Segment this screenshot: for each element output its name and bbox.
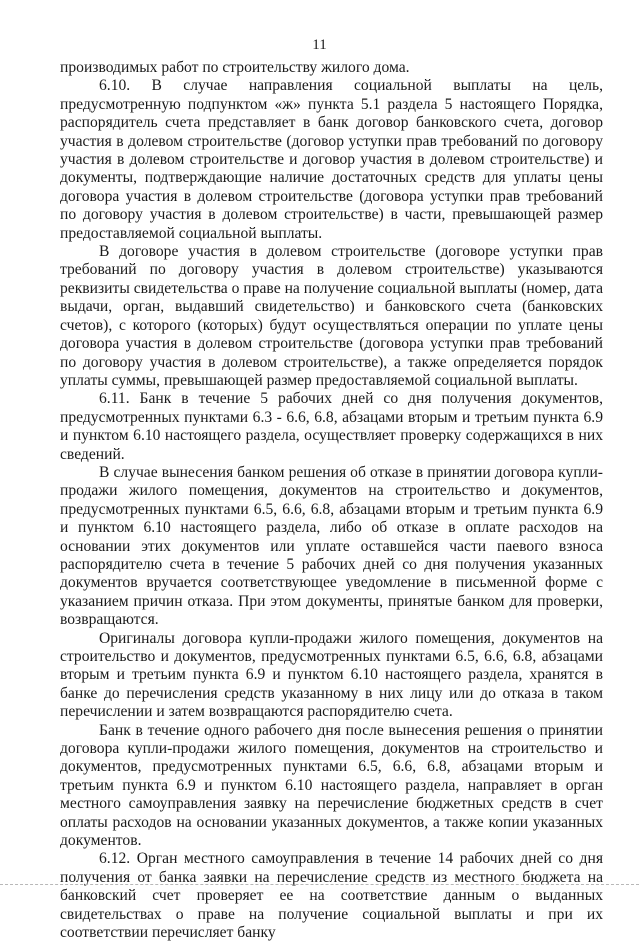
paragraph-6-11-bank-request: Банк в течение одного рабочего дня после вынесения решения о принятии договора купли-продажи жилого помещения, документов на строительство и документов, предусмотренных пунктами 6.5, 6.6, 6.8, абзацами вторым и третьим пункта 6.9 и пунктом 6.10 настоящего раздела, направляет в орган местного самоуправления заявку на перечисление бюджетных средств в счет оплаты расходов на основании указанных документов, а также копии указанных документов. bbox=[60, 721, 603, 850]
paragraph-6-12: 6.12. Орган местного самоуправления в течение 14 рабочих дней со дня получения от банка заявки на перечисление средств из местного бюджета на банковский счет проверяет ее на соответствие данным о выданных свидетельствах о праве на получение социальной выплаты и при их соответствии перечисляет банку bbox=[60, 850, 603, 942]
paragraph-6-11: 6.11. Банк в течение 5 рабочих дней со дня получения документов, предусмотренных пунктами 6.3 - 6.6, 6.8, абзацами вторым и третьим пункта 6.9 и пунктом 6.10 настоящего раздела, осуществляет проверку содержащихся в них сведений. bbox=[60, 390, 603, 463]
page-edge-divider bbox=[0, 884, 639, 885]
page-number: 11 bbox=[312, 37, 327, 53]
paragraph-6-11-originals: Оригиналы договора купли-продажи жилого помещения, документов на строительство и документов, предусмотренных пунктами 6.5, 6.6, 6.8, абзацами вторым и третьим пункта 6.9 и пунктом 6.10 настоящего раздела, хранятся в банке до перечисления средств указанному в них лицу или до отказа в таком перечислении и затем возвращаются распорядителю счета. bbox=[60, 629, 603, 721]
paragraph-6-10-contract-details: В договоре участия в долевом строительстве (договоре уступки прав требований по договору участия в долевом строительстве) указываются реквизиты свидетельства о праве на получение социальной выплаты (номер, дата выдачи, орган, выдавший свидетельство) и банковского счета (банковских счетов), с которого (которых) будут осуществляться операции по уплате цены договора участия в долевом строительстве (договора уступки прав требований по договору участия в долевом строительстве), а также определяется порядок уплаты суммы, превышающей размер предоставляемой социальной выплаты. bbox=[60, 243, 603, 389]
paragraph-6-11-refusal: В случае вынесения банком решения об отказе в принятии договора купли-продажи жилого помещения, документов на строительство и документов, предусмотренных пунктами 6.5, 6.6, 6.8, абзацами вторым и третьим пункта 6.9 и пунктом 6.10 настоящего раздела, либо об отказе в оплате расходов на основании этих документов или уплате оставшейся части паевого взноса распорядителю счета в течение 5 рабочих дней со дня получения указанных документов вручается соответствующее уведомление в письменной форме с указанием причин отказа. При этом документы, принятые банком для проверки, возвращаются. bbox=[60, 463, 603, 629]
paragraph-continuation: производимых работ по строительству жилого дома. bbox=[60, 59, 410, 76]
document-body bbox=[60, 59, 603, 943]
paragraph-6-10: 6.10. В случае направления социальной выплаты на цель, предусмотренную подпунктом «ж» пункта 5.1 раздела 5 настоящего Порядка, распорядитель счета представляет в банк договор банковского счета, договор участия в долевом строительстве (договор уступки прав требований по договору участия в долевом строительстве и договор участия в долевом строительстве) и документы, подтверждающие наличие достаточных средств для уплаты цены договора участия в долевом строительстве (договора уступки прав требований по договору участия в долевом строительстве) в части, превышающей размер предоставляемой социальной выплаты. bbox=[60, 77, 603, 242]
